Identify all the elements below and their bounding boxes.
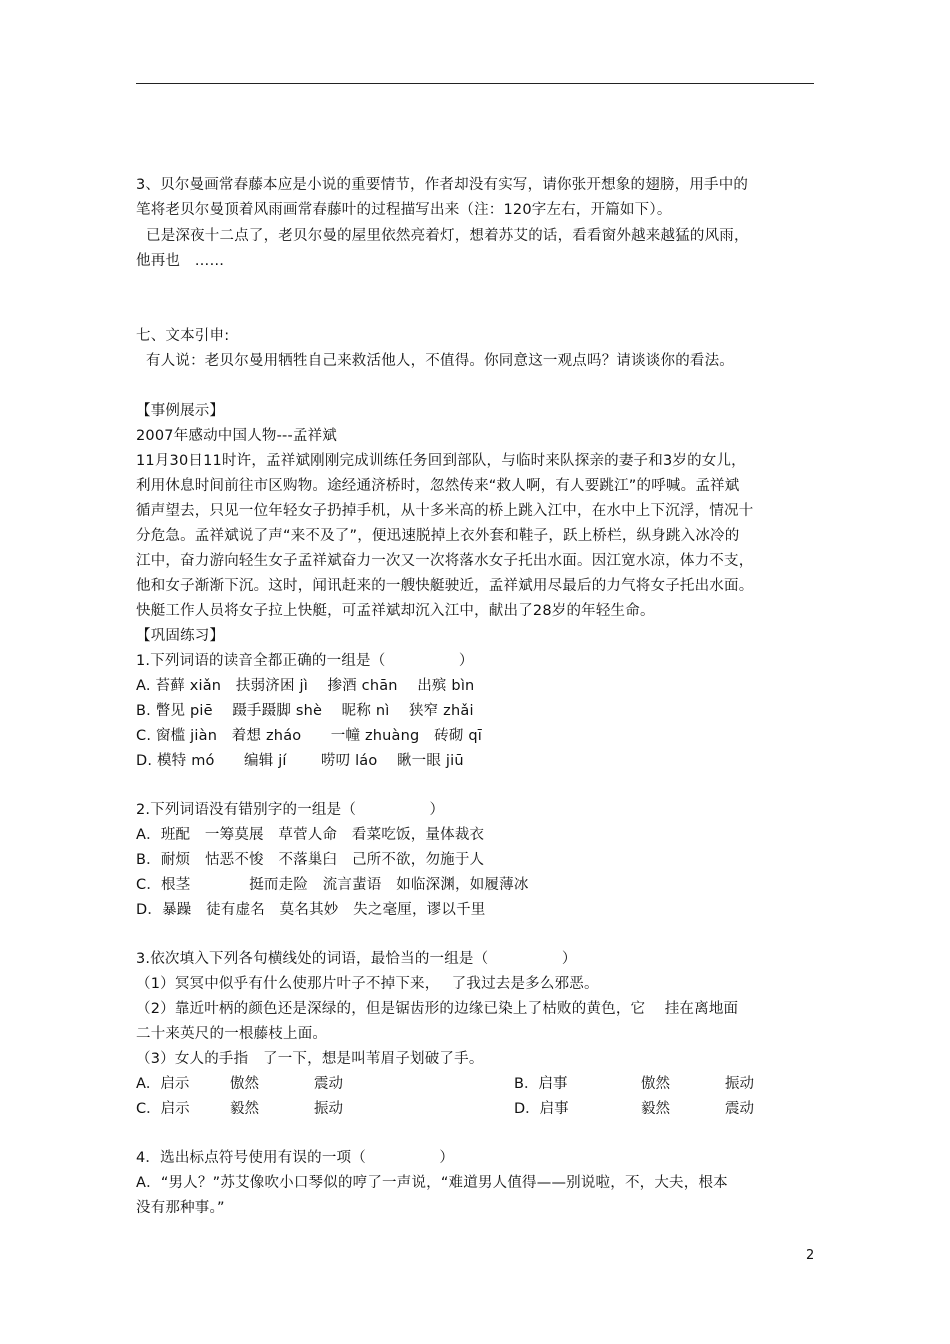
question-1-option-a: A. 苔藓 xiǎn 扶弱济困 jì 掺酒 chān 出殡 bìn [136,678,475,694]
q3-writing-line: 3、贝尔曼画常春藤本应是小说的重要情节，作者却没有实写，请你张开想象的翅膀，用手中的 [136,177,749,193]
question-2-option-a: A．班配 一筹莫展 草菅人命 看菜吃饭，量体裁衣 [136,827,485,843]
question-1-option-c: C. 窗槛 jiàn 着想 zháo 一幢 zhuàng 砖砌 qī [136,728,482,744]
q3-writing-line: 笔将老贝尔曼顶着风雨画常春藤叶的过程描写出来（注：120字左右，开篇如下）。 [136,202,672,218]
example-line: 分危急。孟祥斌说了声“来不及了”，便迅速脱掉上衣外套和鞋子，跃上桥栏，纵身跳入冰冷的 [136,528,740,544]
q3-opening-line: 他再也 …… [136,253,225,269]
question-2-option-b: B．耐烦 怙恶不悛 不落巢臼 己所不欲，勿施于人 [136,852,485,868]
section-7-prompt: 有人说：老贝尔曼用牺牲自己来救活他人，不值得。你同意这一观点吗？请谈谈你的看法。 [146,353,734,369]
example-heading: 【事例展示】 [136,403,225,419]
practice-heading: 【巩固练习】 [136,628,225,644]
example-line: 江中，奋力游向轻生女子孟祥斌奋力一次又一次将落水女子托出水面。因江宽水凉，体力不支， [136,553,754,569]
example-line: 他和女子渐渐下沉。这时，闻讯赶来的一艘快艇驶近，孟祥斌用尽最后的力气将女子托出水面。 [136,578,754,594]
example-line: 11月30日11时许，孟祥斌刚刚完成训练任务回到部队，与临时来队探亲的妻子和3岁的女儿， [136,453,746,469]
question-4-stem: 4．选出标点符号使用有误的一项（ ） [136,1150,455,1166]
section-7-title: 七、文本引申: [136,328,230,344]
question-2-option-c: C．根茎 挺而走险 流言蜚语 如临深渊，如履薄冰 [136,877,529,893]
question-3-stem: 3.依次填入下列各句横线处的词语，最恰当的一组是（ ） [136,951,577,967]
example-line: 循声望去，只见一位年轻女子扔掉手机，从十多米高的桥上跳入江中，在水中上下沉浮，情况十 [136,503,754,519]
question-4-option-a: A．“男人？”苏艾像吹小口琴似的哼了一声说，“难道男人值得——别说啦，不，大夫，根本 [136,1175,728,1191]
question-3-sentence-3: （3）女人的手指 了一下，想是叫苇眉子划破了手。 [136,1051,484,1067]
question-4-option-a-cont: 没有那种事。” [136,1200,225,1216]
question-2-stem: 2.下列词语没有错别字的一组是（ ） [136,802,445,818]
question-1-stem: 1.下列词语的读音全都正确的一组是（ ） [136,653,474,669]
example-subtitle: 2007年感动中国人物---孟祥斌 [136,428,337,444]
q3-opening-line: 已是深夜十二点了，老贝尔曼的屋里依然亮着灯，想着苏艾的话，看看窗外越来越猛的风雨， [146,228,749,244]
question-1-option-d: D. 模特 mó 编辑 jí 唠叨 láo 瞅一眼 jiū [136,753,464,769]
document-page: 3、贝尔曼画常春藤本应是小说的重要情节，作者却没有实写，请你张开想象的翅膀，用手中的 笔将老贝尔曼顶着风雨画常春藤叶的过程描写出来（注：120字左右，开篇如下）。 已是深夜十二点了，老贝尔曼的屋里依然亮着灯，想着苏艾的话，看看窗外越来越猛的风雨， 他再也 …… 七、文本引申: 有人说：老贝尔曼用牺牲自己来救活他人，不值得。你同意这一观点吗？请谈谈你的看法。 【事例展示】 2007年感动中国人物---孟祥斌 11月30日11时许，孟祥斌刚刚完成训练任务回到部队，与临时来队探亲的妻子和3岁的女儿， 利用休息时间前往市区购物。途经通济桥时，忽然传来“救人啊，有人要跳江”的呼喊。孟祥斌 循声望去，只见一位年轻女子扔掉手机，从十多米高的桥上跳入江中，在水中上下沉浮，情况十 分危急。孟祥斌说了声“来不及了”，便迅速脱掉上衣外套和鞋子，跃上桥栏，纵身跳入冰冷的 江中，奋力游向轻生女子孟祥斌奋力一次又一次将落水女子托出水面。因江宽水凉，体力不支， 他和女子渐渐下沉。这时，闻讯赶来的一艘快艇驶近，孟祥斌用尽最后的力气将女子托出水面。 快艇工作人员将女子拉上快艇，可孟祥斌却沉入江中，献出了28岁的年轻生命。 【巩固练习】 1.下列词语的读音全都正确的一组是（ ） A. 苔藓 xiǎn 扶弱济困 jì 掺酒 chān 出殡 bìn B. 瞥见 piē 蹑手蹑脚 shè 昵称 nì 狭窄 zhǎi C. 窗槛 jiàn 着想 zháo 一幢 zhuàng 砖砌 qī D. 模特 mó 编辑 jí 唠叨 láo 瞅一眼 jiū 2.下列词语没有错别字的一组是（ ） A．班配 一筹莫展 草菅人命 看菜吃饭，量体裁衣 B．耐烦 怙恶不悛 不落巢臼 己所不欲，勿施于人 C．根茎 挺而走险 流言蜚语 如临深渊，如履薄冰 D．暴躁 徒有虚名 莫名其妙 失之毫厘，谬以千里 3.依次填入下列各句横线处的词语，最恰当的一组是（ ） （1）冥冥中似乎有什么使那片叶子不掉下来， 了我过去是多么邪恶。 （2）靠近叶柄的颜色还是深绿的，但是锯齿形的边缘已染上了枯败的黄色，它 挂在离地面 二十来英尺的一根藤枝上面。 （3）女人的手指 了一下，想是叫苇眉子划破了手。 A．启示 傲然 震动 B．启事 傲然 振动 C．启示 毅然 振动 D．启事 毅然 震动 4．选出标点符号使用有误的一项（ ） A．“男人？”苏艾像吹小口琴似的哼了一声说，“难道男人值得——别说啦，不，大夫，根本 没有那种事。” 2 [0,0,950,1344]
header-rule [136,83,814,84]
question-3-sentence-1: （1）冥冥中似乎有什么使那片叶子不掉下来， 了我过去是多么邪恶。 [136,976,599,992]
question-1-option-b: B. 瞥见 piē 蹑手蹑脚 shè 昵称 nì 狭窄 zhǎi [136,703,474,719]
page-number: 2 [806,1248,815,1263]
example-line: 快艇工作人员将女子拉上快艇，可孟祥斌却沉入江中，献出了28岁的年轻生命。 [136,603,655,619]
question-2-option-d: D．暴躁 徒有虚名 莫名其妙 失之毫厘，谬以千里 [136,902,486,918]
question-3-sentence-2: （2）靠近叶柄的颜色还是深绿的，但是锯齿形的边缘已染上了枯败的黄色，它 挂在离地面 [136,1001,739,1017]
example-line: 利用休息时间前往市区购物。途经通济桥时，忽然传来“救人啊，有人要跳江”的呼喊。孟祥斌 [136,478,740,494]
question-3-sentence-2-cont: 二十来英尺的一根藤枝上面。 [136,1026,328,1042]
